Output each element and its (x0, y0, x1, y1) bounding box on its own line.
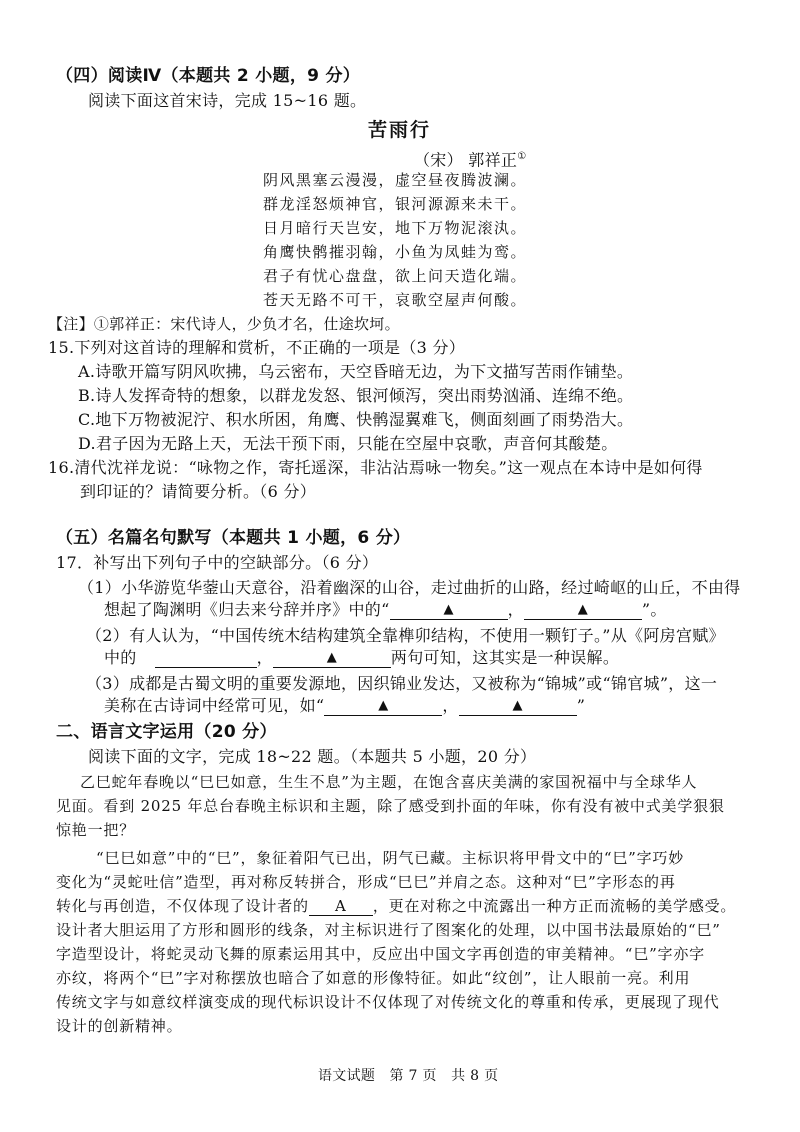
q17-item3-sep: ， (442, 696, 459, 715)
passage-p2-post: ，更在对称之中流露出一种方正而流畅的美学感受。 (372, 897, 737, 915)
q15-option-c: C.地下万物被泥泞、积水所困，角鹰、快鹘湿翼难飞，侧面刻画了雨势浩大。 (78, 410, 634, 429)
section4-heading: （四）阅读Ⅳ（本题共 2 小题，9 分） (56, 66, 361, 86)
q17-item3-post: ” (576, 696, 586, 715)
section4-intro: 阅读下面这首宋诗，完成 15~16 题。 (88, 91, 367, 110)
passage-p2-line: 设计的创新精神。 (56, 1017, 183, 1035)
passage-p2-line: 字造型设计，将蛇灵动飞舞的原素运用其中，反应出中国文字再创造的审美精神。“巳”字亦字 (56, 945, 705, 963)
q15-stem: 15.下列对这首诗的理解和赏析，不正确的一项是（3 分） (48, 338, 466, 357)
page-footer: 语文试题 第 7 页 共 8 页 (318, 1068, 499, 1084)
poem-line: 角鹰快鹘摧羽翰，小鱼为凤蛙为鸾。 (263, 243, 528, 261)
q17-item1-line2 (104, 600, 667, 620)
poem-title: 苦雨行 (368, 119, 432, 141)
passage-p2-pre: 转化与再创造，不仅体现了设计者的 (56, 897, 309, 915)
answer-blank[interactable]: ▲ (390, 601, 508, 620)
answer-blank[interactable]: ▲ (273, 649, 391, 668)
poem-line: 阴风黑塞云漫漫，虚空昼夜腾波澜。 (263, 171, 528, 189)
poem-author-text: （宋） 郭祥正 (414, 150, 518, 170)
passage-p1-line: 见面。看到 2025 年总台春晚主标识和主题，除了感受到扑面的年味，你有没有被中式美学狠狠 (56, 797, 725, 815)
q17-item2-post: 两句可知，这其实是一种误解。 (390, 648, 620, 667)
q17-item1-sep: ， (507, 600, 524, 619)
poem-note: 【注】①郭祥正：宋代诗人，少负才名，仕途坎坷。 (48, 315, 400, 333)
passage-p2-line: 传统文字与如意纹样演变成的现代标识设计不仅体现了对传统文化的尊重和传承，更展现了现代 (56, 993, 720, 1011)
q17-item2-line2 (104, 648, 619, 668)
poem-line: 日月暗行天岂安，地下万物泥滚汍。 (263, 219, 528, 237)
blank-a[interactable]: A (309, 897, 373, 916)
poem-line: 苍天无路不可干，哀歌空屋声何酸。 (263, 291, 528, 309)
q16-line1: 16.清代沈祥龙说：“咏物之作，寄托遥深，非沾沾焉咏一物矣。”这一观点在本诗中是如何得 (48, 458, 703, 477)
q17-item2-pre: 中的 (104, 648, 137, 667)
q15-option-b: B.诗人发挥奇特的想象，以群龙发怒、银河倾泻，突出雨势汹涌、连绵不绝。 (78, 386, 634, 405)
q17-item2-sep: ， (256, 648, 273, 667)
answer-blank[interactable]: ▲ (524, 601, 642, 620)
poem-author-note-mark: ① (517, 151, 527, 162)
q17-item3-line1: （3）成都是古蜀文明的重要发源地，因织锦业发达，又被称为“锦城”或“锦官城”，这一 (86, 674, 718, 693)
answer-blank[interactable]: ▲ (324, 697, 442, 716)
passage-p2-line: 设计者大胆运用了方形和圆形的线条，对主标识进行了图案化的处理，以中国书法最原始的“巳” (56, 921, 721, 939)
q17-item1-post: ”。 (641, 600, 667, 619)
q17-item3-line2 (104, 696, 585, 716)
poem-line: 君子有忧心盘盘，欲上问天造化端。 (263, 267, 528, 285)
q17-item1-line1: （1）小华游览华蓥山天意谷，沿着幽深的山谷，走过曲折的山路，经过崎岖的山丘，不由得 (78, 578, 741, 597)
passage-p2-line (56, 896, 736, 916)
section5-heading: （五）名篇名句默写（本题共 1 小题，6 分） (56, 528, 411, 548)
q17-stem: 17．补写出下列句子中的空缺部分。（6 分） (56, 553, 379, 572)
answer-blank[interactable] (155, 649, 257, 668)
passage-p1-line: 乙巳蛇年春晚以“巳巳如意，生生不息”为主题，在饱含喜庆美满的家国祝福中与全球华人 (80, 773, 698, 791)
part2-heading: 二、语言文字运用（20 分） (56, 722, 277, 742)
answer-blank[interactable]: ▲ (459, 697, 577, 716)
q16-line2: 到印证的？请简要分析。（6 分） (80, 482, 317, 501)
q17-item1-pre: 想起了陶渊明《归去来兮辞并序》中的“ (104, 600, 390, 619)
q17-item2-line1: （2）有人认为，“中国传统木结构建筑全靠榫卯结构，不使用一颗钉子。”从《阿房宫赋》 (86, 626, 725, 645)
part2-intro: 阅读下面的文字，完成 18~22 题。（本题共 5 小题，20 分） (88, 747, 537, 766)
poem-line: 群龙淫怒烦神官，银河源源来未干。 (263, 195, 528, 213)
poem-author (414, 147, 526, 170)
passage-p2-line: 变化为“灵蛇吐信”造型，再对称反转拼合，形成“巳巳”并肩之态。这种对“巳”字形态的再 (56, 873, 676, 891)
passage-p2-line: 亦纹，将两个“巳”字对称摆放也暗合了如意的形像特征。如此“纹创”，让人眼前一亮。利用 (56, 969, 691, 987)
passage-p2-line: “巳巳如意”中的“巳”，象征着阳气已出，阴气已藏。主标识将甲骨文中的“巳”字巧妙 (96, 849, 685, 867)
q15-option-d: D.君子因为无路上天，无法干预下雨，只能在空屋中哀歌，声音何其酸楚。 (78, 434, 618, 453)
q15-option-a: A.诗歌开篇写阴风吹拂，乌云密布，天空昏暗无边，为下文描写苦雨作铺垫。 (78, 362, 634, 381)
passage-p1-line: 惊艳一把？ (56, 821, 136, 839)
q17-item3-pre: 美称在古诗词中经常可见，如“ (104, 696, 325, 715)
